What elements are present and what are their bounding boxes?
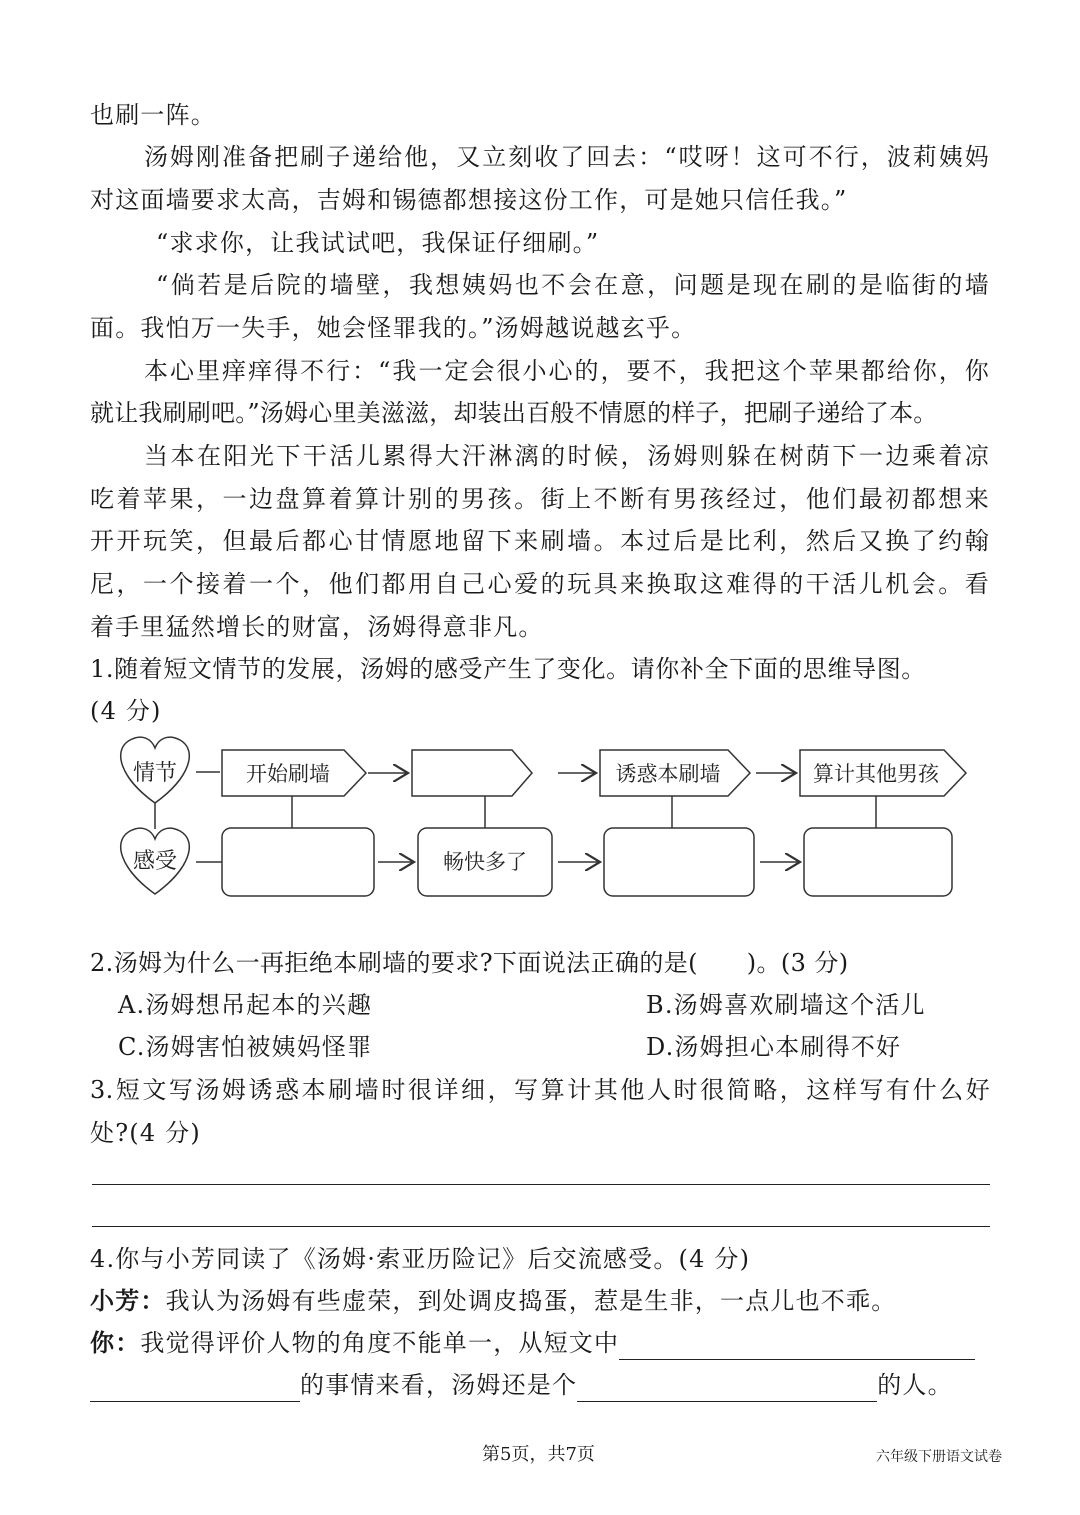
answer-line[interactable] xyxy=(92,1184,990,1185)
feeling-box-4 xyxy=(804,828,952,896)
passage-line: 着手里猛然增长的财富，汤姆得意非凡。 xyxy=(90,613,544,641)
xiaofang-text: 我认为汤姆有些虚荣，到处调皮捣蛋，惹是生非，一点儿也不乖。 xyxy=(165,1287,897,1315)
question-3-text: 3.短文写汤姆诱惑本刷墙时很详细，写算计其他人时很简略，这样写有什么好 xyxy=(90,1076,990,1104)
your-statement-continued xyxy=(90,1368,953,1402)
passage-line: 汤姆刚准备把刷子递给他，又立刻收了回去：“哎呀！这可不行，波莉姨妈 xyxy=(144,143,990,171)
passage-line: “求求你，让我试试吧，我保证仔细刷。” xyxy=(156,229,600,257)
passage-line: 开开玩笑，但最后都心甘情愿地留下来刷墙。本过后是比利，然后又换了约翰 xyxy=(90,527,990,555)
your-text-3: 的人。 xyxy=(877,1371,953,1399)
option-c[interactable]: C.汤姆害怕被姨妈怪罪 xyxy=(118,1033,373,1061)
your-text-2: 的事情来看，汤姆还是个 xyxy=(300,1371,578,1399)
plot-step-4: 算计其他男孩 xyxy=(813,762,939,786)
passage-line: 就让我刷刷吧。”汤姆心里美滋滋，却装出百般不情愿的样子，把刷子递给了本。 xyxy=(90,399,938,427)
speaker-you: 你： xyxy=(90,1328,141,1357)
passage-line: 尼，一个接着一个，他们都用自己心爱的玩具来换取这难得的干活儿机会。看 xyxy=(90,570,990,598)
passage-line: 本心里痒痒得不行：“我一定会很小心的，要不，我把这个苹果都给你，你 xyxy=(144,357,990,385)
option-d[interactable]: D.汤姆担心本刷得不好 xyxy=(646,1033,902,1061)
feeling-label: 感受 xyxy=(132,849,178,874)
mind-map xyxy=(0,712,1080,912)
paper-title: 六年级下册语文试卷 xyxy=(876,1449,1002,1465)
answer-line[interactable] xyxy=(92,1226,990,1227)
passage-line: “倘若是后院的墙壁，我想姨妈也不会在意，问题是现在刷的是临街的墙 xyxy=(156,271,990,299)
passage-line: 面。我怕万一失手，她会怪罪我的。”汤姆越说越玄乎。 xyxy=(90,314,697,342)
blank-input-1[interactable] xyxy=(619,1329,975,1360)
question-1-text: 1.随着短文情节的发展，汤姆的感受产生了变化。请你补全下面的思维导图。 xyxy=(90,655,926,683)
option-a[interactable]: A.汤姆想吊起本的兴趣 xyxy=(118,991,373,1019)
plot-label: 情节 xyxy=(132,761,178,786)
passage-line: 吃着苹果，一边盘算着算计别的男孩。街上不断有男孩经过，他们最初都想来 xyxy=(90,485,990,513)
question-3-points: 处?(4 分) xyxy=(90,1119,201,1147)
xiaofang-statement xyxy=(90,1284,896,1318)
feeling-box-3 xyxy=(604,828,754,896)
question-4-text: 4.你与小芳同读了《汤姆·索亚历险记》后交流感受。(4 分) xyxy=(90,1245,751,1273)
question-2-text: 2.汤姆为什么一再拒绝本刷墙的要求?下面说法正确的是( )。(3 分) xyxy=(90,949,849,977)
plot-box-2 xyxy=(412,750,532,796)
passage-line: 当本在阳光下干活儿累得大汗淋漓的时候，汤姆则躲在树荫下一边乘着凉 xyxy=(144,442,990,470)
blank-input-2[interactable] xyxy=(90,1371,300,1402)
your-text-1: 我觉得评价人物的角度不能单一，从短文中 xyxy=(140,1329,620,1357)
speaker-xiaofang: 小芳： xyxy=(90,1286,166,1315)
question-1-points: (4 分) xyxy=(90,697,162,725)
feeling-step-2: 畅快多了 xyxy=(443,850,527,874)
page-number: 第5页，共7页 xyxy=(482,1444,595,1465)
your-statement xyxy=(90,1326,975,1360)
option-b[interactable]: B.汤姆喜欢刷墙这个活儿 xyxy=(646,991,926,1019)
passage-line: 对这面墙要求太高，吉姆和锡德都想接这份工作，可是她只信任我。” xyxy=(90,186,848,214)
blank-input-3[interactable] xyxy=(577,1371,877,1402)
plot-step-1: 开始刷墙 xyxy=(246,762,330,786)
passage-line: 也刷一阵。 xyxy=(90,101,216,129)
feeling-box-1 xyxy=(222,828,374,896)
plot-step-3: 诱惑本刷墙 xyxy=(615,762,721,786)
